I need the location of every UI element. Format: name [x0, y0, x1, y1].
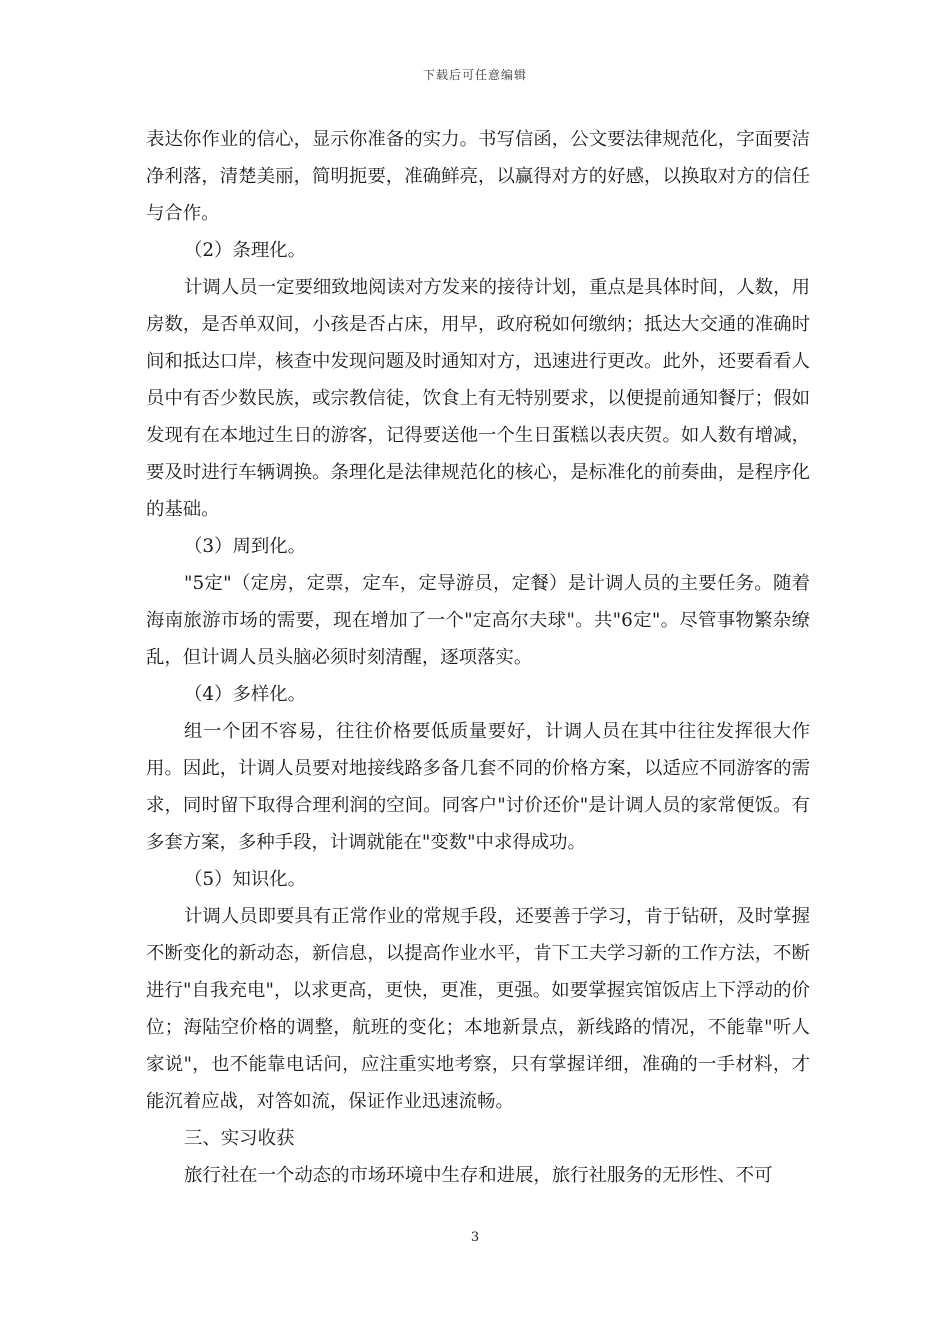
section-heading-3: （3）周到化。	[184, 536, 307, 557]
section-heading-5: （5）知识化。	[184, 869, 307, 890]
section-heading-2: （2）条理化。	[184, 240, 307, 261]
page-number: 3	[470, 1230, 480, 1245]
paragraph-body: 组一个团不容易，往往价格要低质量要好，计调人员在其中往往发挥很大作用。因此，计调人员要对地接线路多备几套不同的价格方案，以适应不同游客的需求，同时留下取得合理利润的空间。同客户"讨价还价"是计调人员的家常便饭。有多套方案，多种手段，计调就能在"变数"中求得成功。	[146, 721, 810, 853]
paragraph-body: 旅行社在一个动态的市场环境中生存和进展，旅行社服务的无形性、不可	[184, 1165, 773, 1186]
page-header: 下载后可任意编辑	[422, 68, 527, 82]
chapter-heading: 三、实习收获	[184, 1128, 295, 1149]
paragraph-body: 计调人员一定要细致地阅读对方发来的接待计划，重点是具体时间，人数，用房数，是否单双间，小孩是否占床，用早，政府税如何缴纳；抵达大交通的准确时间和抵达口岸，核查中发现问题及时通知对方，迅速进行更改。此外，还要看看人员中有否少数民族，或宗教信徒，饮食上有无特别要求，以便提前通知餐厅；假如发现有在本地过生日的游客，记得要送他一个生日蛋糕以表庆贺。如人数有增减，要及时进行车辆调换。条理化是法律规范化的核心，是标准化的前奏曲，是程序化的基础。	[146, 277, 810, 520]
paragraph-body: "5定"（定房，定票，定车，定导游员，定餐）是计调人员的主要任务。随着海南旅游市场的需要，现在增加了一个"定高尔夫球"。共"6定"。尽管事物繁杂缭乱，但计调人员头脑必须时刻清醒，逐项落实。	[146, 573, 810, 668]
paragraph-continuation: 表达你作业的信心，显示你准备的实力。书写信函，公文要法律规范化，字面要洁净利落，清楚美丽，简明扼要，准确鲜亮，以赢得对方的好感，以换取对方的信任与合作。	[146, 129, 810, 224]
section-heading-4: （4）多样化。	[184, 684, 307, 705]
document-body	[146, 121, 810, 1194]
paragraph-body: 计调人员即要具有正常作业的常规手段，还要善于学习，肯于钻研，及时掌握不断变化的新动态，新信息，以提高作业水平，肯下工夫学习新的工作方法，不断进行"自我充电"，以求更高，更快，更准，更强。如要掌握宾馆饭店上下浮动的价位；海陆空价格的调整，航班的变化；本地新景点，新线路的情况，不能靠"听人家说"，也不能靠电话问，应注重实地考察，只有掌握详细，准确的一手材料，才能沉着应战，对答如流，保证作业迅速流畅。	[146, 906, 810, 1112]
